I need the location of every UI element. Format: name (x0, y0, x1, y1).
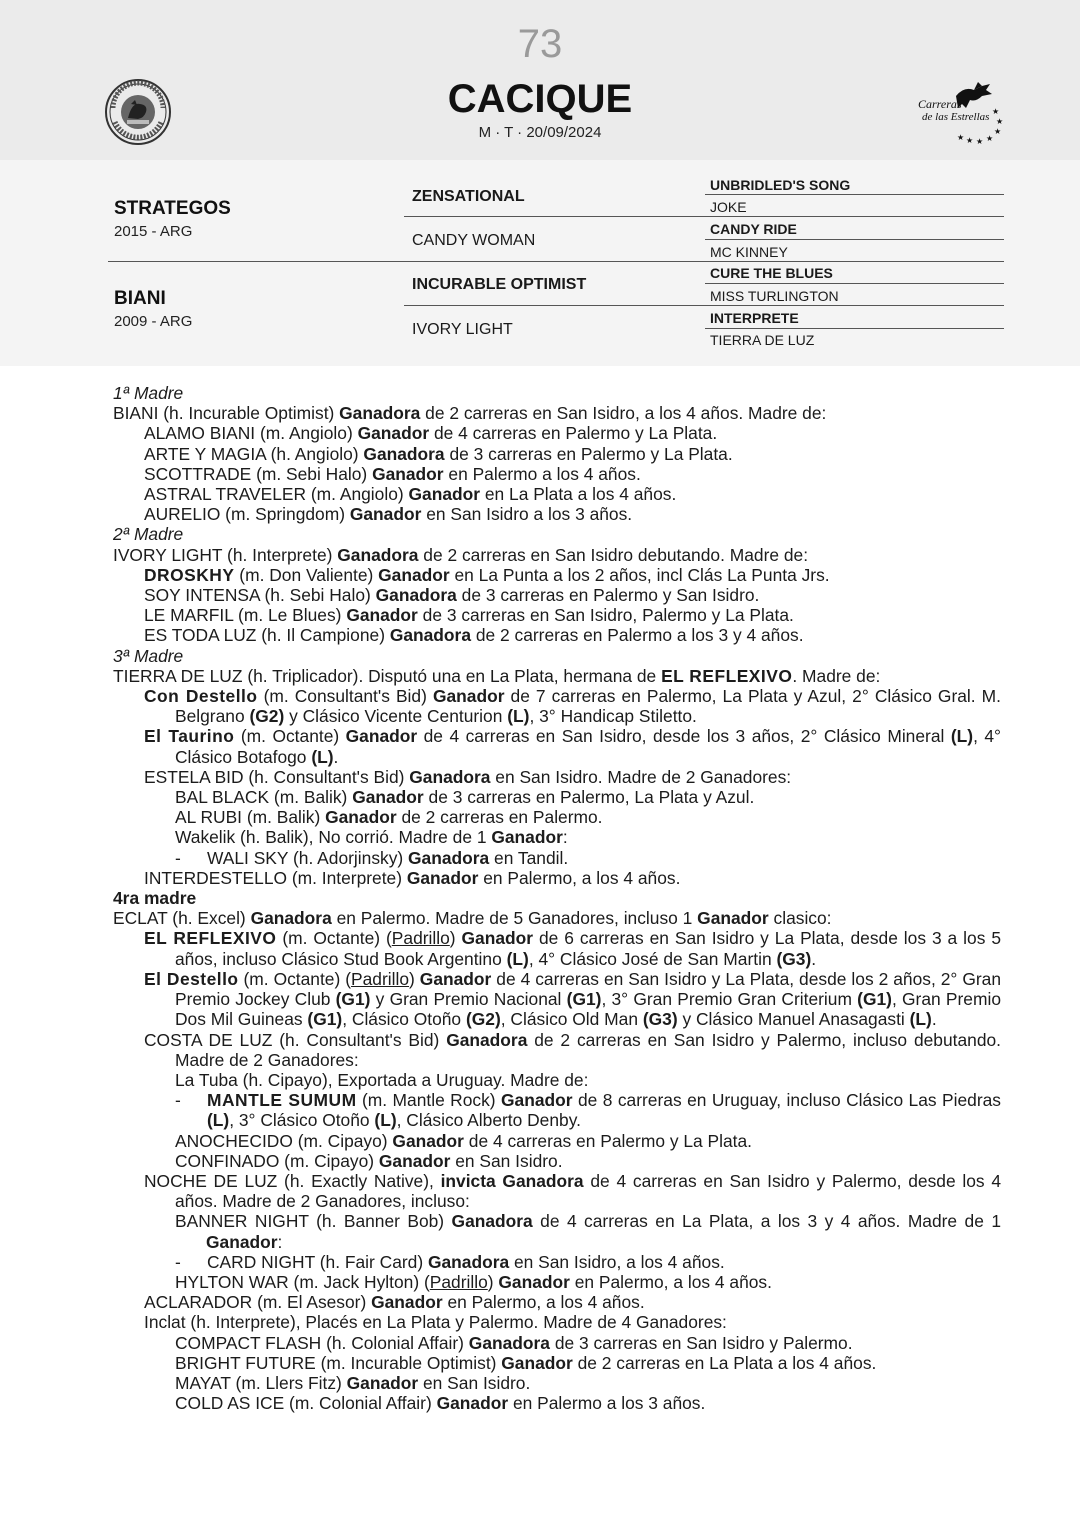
svg-text:★: ★ (957, 133, 965, 142)
produce-line: BAL BLACK (m. Balik) Ganador de 3 carreras en Palermo, La Plata y Azul. (175, 787, 755, 808)
breeders-cup-seal-icon (104, 78, 172, 146)
great-grandparent: TIERRA DE LUZ (710, 332, 815, 348)
dam-line: TIERRA DE LUZ (h. Triplicador). Disputó una en La Plata, hermana de EL REFLEXIVO. Madre de: (113, 665, 881, 686)
produce-line: AURELIO (m. Springdom) Ganador en San Isidro a los 3 años. (144, 504, 633, 525)
great-grandparent: INTERPRETE (710, 310, 799, 326)
produce-line: ARTE Y MAGIA (h. Angiolo) Ganadora de 3 carreras en Palermo y La Plata. (144, 443, 733, 464)
svg-text:★: ★ (966, 136, 974, 145)
great-grandparent: MC KINNEY (710, 244, 788, 260)
lot-number: 73 (517, 22, 563, 66)
great-grandparent: JOKE (710, 199, 747, 215)
svg-text:Carreras: Carreras (918, 97, 962, 111)
produce-line: ES TODA LUZ (h. Il Campione) Ganadora de 2 carreras en Palermo a los 3 y 4 años. (144, 625, 804, 646)
granddam-paternal: CANDY WOMAN (412, 232, 536, 249)
great-grandparent: MISS TURLINGTON (710, 288, 839, 304)
produce-line: - MANTLE SUMUM (m. Mantle Rock) Ganador de 8 carreras en Uruguay, incluso Clásico Las Piedras (L), 3° Clásico Otoño (L), Clásico Alberto Denby. (175, 1090, 1001, 1131)
produce-line: El Taurino (m. Octante) Ganador de 4 carreras en San Isidro, desde los 3 años, 2° Clásico Mineral (L), 4° Clásico Botafogo (L). (144, 726, 1002, 767)
sire-block (114, 198, 231, 242)
grandsire-maternal: INCURABLE OPTIMIST (412, 276, 587, 293)
divider (108, 261, 1004, 262)
produce-line: - WALI SKY (h. Adorjinsky) Ganadora en Tandil. (175, 847, 569, 868)
divider (705, 239, 1004, 240)
produce-line: Inclat (h. Interprete), Placés en La Plata y Palermo. Madre de 4 Ganadores: (144, 1312, 727, 1333)
produce-line: EL REFLEXIVO (m. Octante) (Padrillo) Ganador de 6 carreras en San Isidro y La Plata, desde los 3 a los 5 años, incluso Clásico Stud Book Argentino (L), 4° Clásico José de San Martin (G3). (144, 928, 1001, 969)
produce-line: Wakelik (h. Balik), No corrió. Madre de 1 Ganador: (175, 827, 568, 848)
produce-line: ANOCHECIDO (m. Cipayo) Ganador de 4 carreras en Palermo y La Plata. (175, 1130, 752, 1151)
section-title: 1ª Madre (113, 383, 184, 403)
dam-name: BIANI (114, 288, 166, 309)
svg-text:★: ★ (986, 134, 994, 143)
great-grandparent: CURE THE BLUES (710, 265, 833, 281)
produce-line: ACLARADOR (m. El Asesor) Ganador en Palermo, a los 4 años. (144, 1292, 645, 1313)
header-band (0, 0, 1080, 160)
family-body (113, 383, 1001, 1413)
section-title: 4ra madre (113, 888, 197, 909)
produce-line: ALAMO BIANI (m. Angiolo) Ganador de 4 carreras en Palermo y La Plata. (144, 423, 718, 444)
great-grandparent: CANDY RIDE (710, 221, 797, 237)
divider (705, 283, 1004, 284)
produce-line: LE MARFIL (m. Le Blues) Ganador de 3 carreras en San Isidro, Palermo y La Plata. (144, 605, 794, 626)
produce-line: ASTRAL TRAVELER (m. Angiolo) Ganador en La Plata a los 4 años. (144, 484, 677, 505)
section-title: 2ª Madre (113, 524, 184, 545)
produce-line: MAYAT (m. Llers Fitz) Ganador en San Isidro. (175, 1372, 531, 1393)
produce-line: El Destello (m. Octante) (Padrillo) Ganador de 4 carreras en San Isidro y La Plata, desde los 2 años, 2° Gran Premio Jockey Club (G1) y Gran Premio Nacional (G1), 3° Gran Premio Gran Criterium (G1), Gran Premio Dos Mil Guineas (G1), Clásico Otoño (G2), Clásico Old Man (G3) y Clásico Manuel Anasagasti (L). (144, 968, 1001, 1030)
produce-line: HYLTON WAR (m. Jack Hylton) (Padrillo) Ganador en Palermo, a los 4 años. (175, 1271, 772, 1292)
produce-line: SOY INTENSA (h. Sebi Halo) Ganadora de 3 carreras en Palermo y San Isidro. (144, 585, 760, 606)
svg-text:★: ★ (996, 117, 1004, 126)
produce-line: CONFINADO (m. Cipayo) Ganador en San Isidro. (175, 1150, 563, 1171)
produce-line: NOCHE DE LUZ (h. Exactly Native), invicta Ganadora de 4 carreras en San Isidro y Palermo, desde los 4 años. Madre de 2 Ganadores, incluso: (144, 1170, 1002, 1212)
produce-line: BRIGHT FUTURE (m. Incurable Optimist) Ganador de 2 carreras en La Plata a los 4 años. (175, 1352, 877, 1373)
carreras-estrellas-logo-icon (912, 78, 1004, 148)
divider (404, 216, 1004, 217)
dam-line: BIANI (h. Incurable Optimist) Ganadora de 2 carreras en San Isidro, a los 4 años. Madre de: (113, 403, 827, 424)
sire-name: STRATEGOS (114, 198, 231, 219)
horse-name: CACIQUE (447, 77, 633, 121)
horse-subline: M · T · 20/09/2024 (478, 124, 602, 141)
granddam-maternal: IVORY LIGHT (412, 321, 513, 338)
produce-line: INTERDESTELLO (m. Interprete) Ganador en Palermo, a los 4 años. (144, 867, 681, 888)
produce-line: AL RUBI (m. Balik) Ganador de 2 carreras en Palermo. (175, 807, 603, 828)
dam-line: ECLAT (h. Excel) Ganadora en Palermo. Madre de 5 Ganadores, incluso 1 Ganador clasico: (113, 908, 832, 929)
dam-info: 2009 - ARG (114, 313, 193, 330)
dam-line: IVORY LIGHT (h. Interprete) Ganadora de 2 carreras en San Isidro debutando. Madre de: (113, 544, 809, 565)
dam-block (114, 288, 192, 332)
sire-info: 2015 - ARG (114, 223, 193, 240)
produce-line: - CARD NIGHT (h. Fair Card) Ganadora en San Isidro, a los 4 años. (175, 1251, 725, 1272)
pedigree-table (0, 160, 1080, 366)
section-title: 3ª Madre (113, 645, 184, 666)
svg-text:★: ★ (992, 107, 1000, 116)
svg-text:de las Estrellas: de las Estrellas (922, 111, 990, 123)
produce-line: BANNER NIGHT (h. Banner Bob) Ganadora de 4 carreras en La Plata, a los 3 y 4 años. Madre de 1 Ganador: (175, 1211, 1001, 1252)
divider (705, 194, 1004, 195)
divider (404, 305, 1004, 306)
great-grandparent: UNBRIDLED'S SONG (710, 177, 851, 193)
produce-line: DROSKHY (m. Don Valiente) Ganador en La Punta a los 2 años, incl Clás La Punta Jrs. (144, 564, 830, 585)
grandsire-paternal: ZENSATIONAL (412, 188, 525, 205)
produce-line: ESTELA BID (h. Consultant's Bid) Ganadora en San Isidro. Madre de 2 Ganadores: (144, 766, 792, 787)
produce-line: COLD AS ICE (m. Colonial Affair) Ganador en Palermo a los 3 años. (175, 1393, 706, 1414)
produce-line: La Tuba (h. Cipayo), Exportada a Uruguay. Madre de: (175, 1069, 589, 1090)
divider (705, 328, 1004, 329)
produce-line: SCOTTRADE (m. Sebi Halo) Ganador en Palermo a los 4 años. (144, 463, 641, 484)
svg-text:★: ★ (976, 137, 984, 146)
produce-line: COMPACT FLASH (h. Colonial Affair) Ganadora de 3 carreras en San Isidro y Palermo. (175, 1332, 853, 1353)
svg-text:★: ★ (994, 127, 1002, 136)
produce-line: Con Destello (m. Consultant's Bid) Ganador de 7 carreras en Palermo, La Plata y Azul, 2° Clásico Gral. M. Belgrano (G2) y Clásico Vicente Centurion (L), 3° Handicap Stiletto. (144, 686, 1001, 727)
produce-line: COSTA DE LUZ (h. Consultant's Bid) Ganadora de 2 carreras en San Isidro y Palermo, incluso debutando. Madre de 2 Ganadores: (144, 1029, 1001, 1070)
